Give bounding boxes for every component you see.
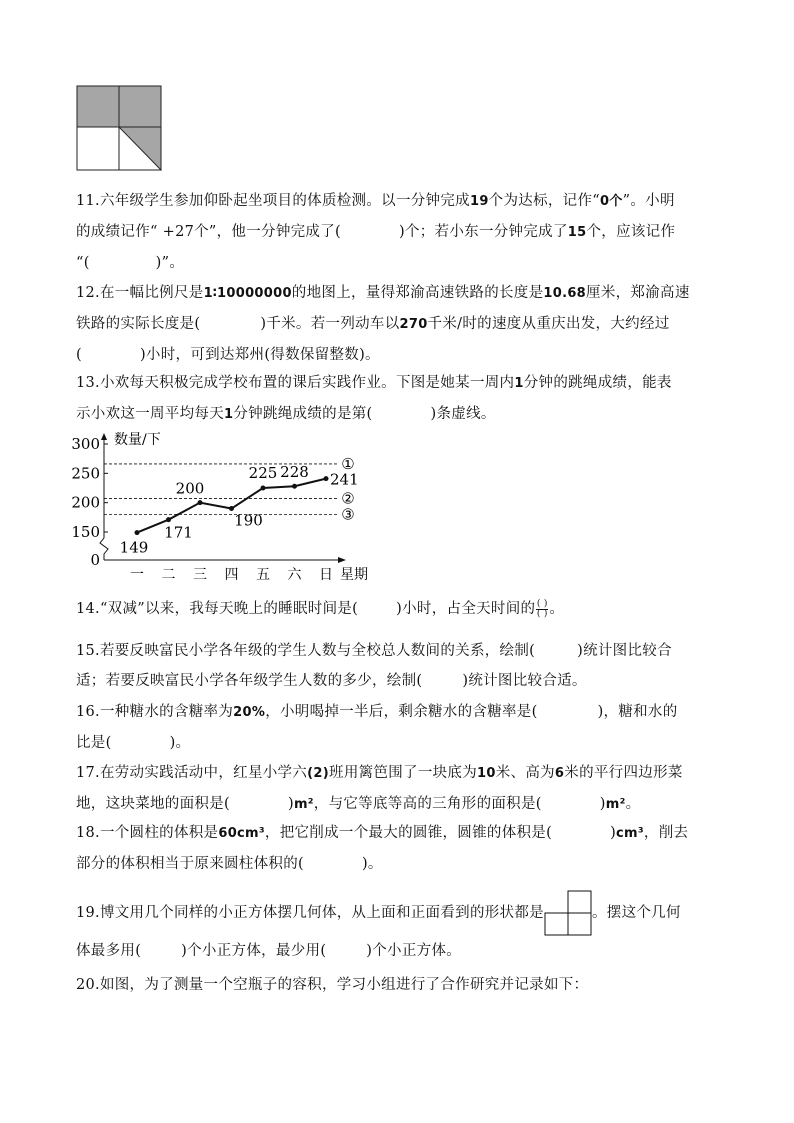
x-tick-label: 六 — [287, 567, 302, 583]
question-20: 20.如图，为了测量一个空瓶子的容积，学习小组进行了合作研究并记录如下： — [76, 977, 589, 993]
x-axis-arrow — [338, 557, 346, 563]
reference-line-label: ② — [341, 489, 355, 508]
question-12: 12.在一幅比例尺是1∶10000000的地图上，量得郑渝高速铁路的长度是10.68厘米，郑渝高速 铁路的实际长度是( )千米。若一列动车以270千米/时的速度从重庆出发，大约经过 ( )小时，可到达郑州(得数保留整数)。 — [76, 285, 690, 363]
x-tick-label: 四 — [224, 567, 239, 583]
reference-line-label: ① — [341, 454, 355, 473]
question-13: 13.小欢每天积极完成学校布置的课后实践作业。下图是她某一周内1分钟的跳绳成绩，能表 示小欢这一周平均每天1分钟跳绳成绩的是第( )条虚线。 — [76, 375, 672, 422]
data-point — [261, 486, 266, 491]
fraction-blank[interactable]: $\frac{( )}{( )}$ — [536, 598, 548, 619]
data-label: 149 — [119, 538, 149, 557]
x-tick-label: 日 — [319, 567, 333, 583]
x-tick-label: 五 — [256, 567, 270, 583]
y-axis-label: 数量/下 — [114, 432, 161, 448]
question-14: 14.“双减”以来，我每天晚上的睡眠时间是( )小时，占全天时间的 $\frac{( )}{( )}$ 。 — [76, 598, 565, 619]
question-19: 19.博文用几个同样的小正方体摆几何体，从上面和正面看到的形状都是 。摆这个几何 体最多用( )个小正方体，最少用( )个小正方体。 — [76, 890, 726, 966]
jump-rope-line-chart — [62, 432, 392, 584]
x-axis-label: 星期 — [340, 567, 368, 583]
data-label: 200 — [175, 479, 205, 498]
axis-break — [100, 538, 108, 560]
question-11: 11.六年级学生参加仰卧起坐项目的体质检测。以一分钟完成19个为达标，记作“0个”。小明 的成绩记作“ +27个”，他一分钟完成了( )个；若小东一分钟完成了15个，应该记作 “( )”。 — [76, 193, 676, 271]
data-label: 241 — [330, 470, 359, 489]
data-label: 225 — [248, 464, 278, 482]
y-tick-label: 200 — [71, 493, 100, 512]
x-tick-label: 二 — [161, 567, 176, 583]
data-point — [135, 530, 140, 535]
y-tick-label: 0 — [90, 551, 100, 569]
data-point — [292, 484, 297, 489]
cube-view-shape — [544, 890, 592, 936]
data-label: 190 — [234, 511, 263, 530]
data-point — [229, 506, 234, 511]
x-tick-label: 三 — [193, 567, 207, 583]
x-tick-label: 一 — [130, 567, 144, 583]
data-label: 171 — [164, 523, 193, 542]
question-16: 16.一种糖水的含糖率为20%，小明喝掉一半后，剩余糖水的含糖率是( )，糖和水的 比是( )。 — [76, 704, 678, 751]
shaded-square-figure — [76, 85, 162, 171]
reference-line-label: ③ — [341, 505, 355, 524]
y-tick-label: 150 — [71, 523, 100, 541]
question-15: 15.若要反映富民小学各年级的学生人数与全校总人数间的关系，绘制( )统计图比较合 适；若要反映富民小学各年级学生人数的多少，绘制( )统计图比较合适。 — [76, 643, 672, 689]
question-17: 17.在劳动实践活动中，红星小学六(2)班用篱笆围了一块底为10米、高为6米的平行四边形菜 地，这块菜地的面积是( )m²，与它等底等高的三角形的面积是( )m²。 — [76, 765, 683, 812]
y-tick-label: 300 — [71, 435, 100, 453]
data-point — [324, 476, 329, 481]
y-tick-label: 250 — [71, 464, 100, 483]
question-18: 18.一个圆柱的体积是60cm³，把它削成一个最大的圆锥，圆锥的体积是( )cm³，削去 部分的体积相当于原来圆柱体积的( )。 — [76, 825, 689, 872]
y-axis-arrow — [101, 433, 107, 440]
data-point — [198, 500, 203, 505]
data-point — [166, 517, 171, 522]
data-label: 228 — [280, 463, 309, 482]
